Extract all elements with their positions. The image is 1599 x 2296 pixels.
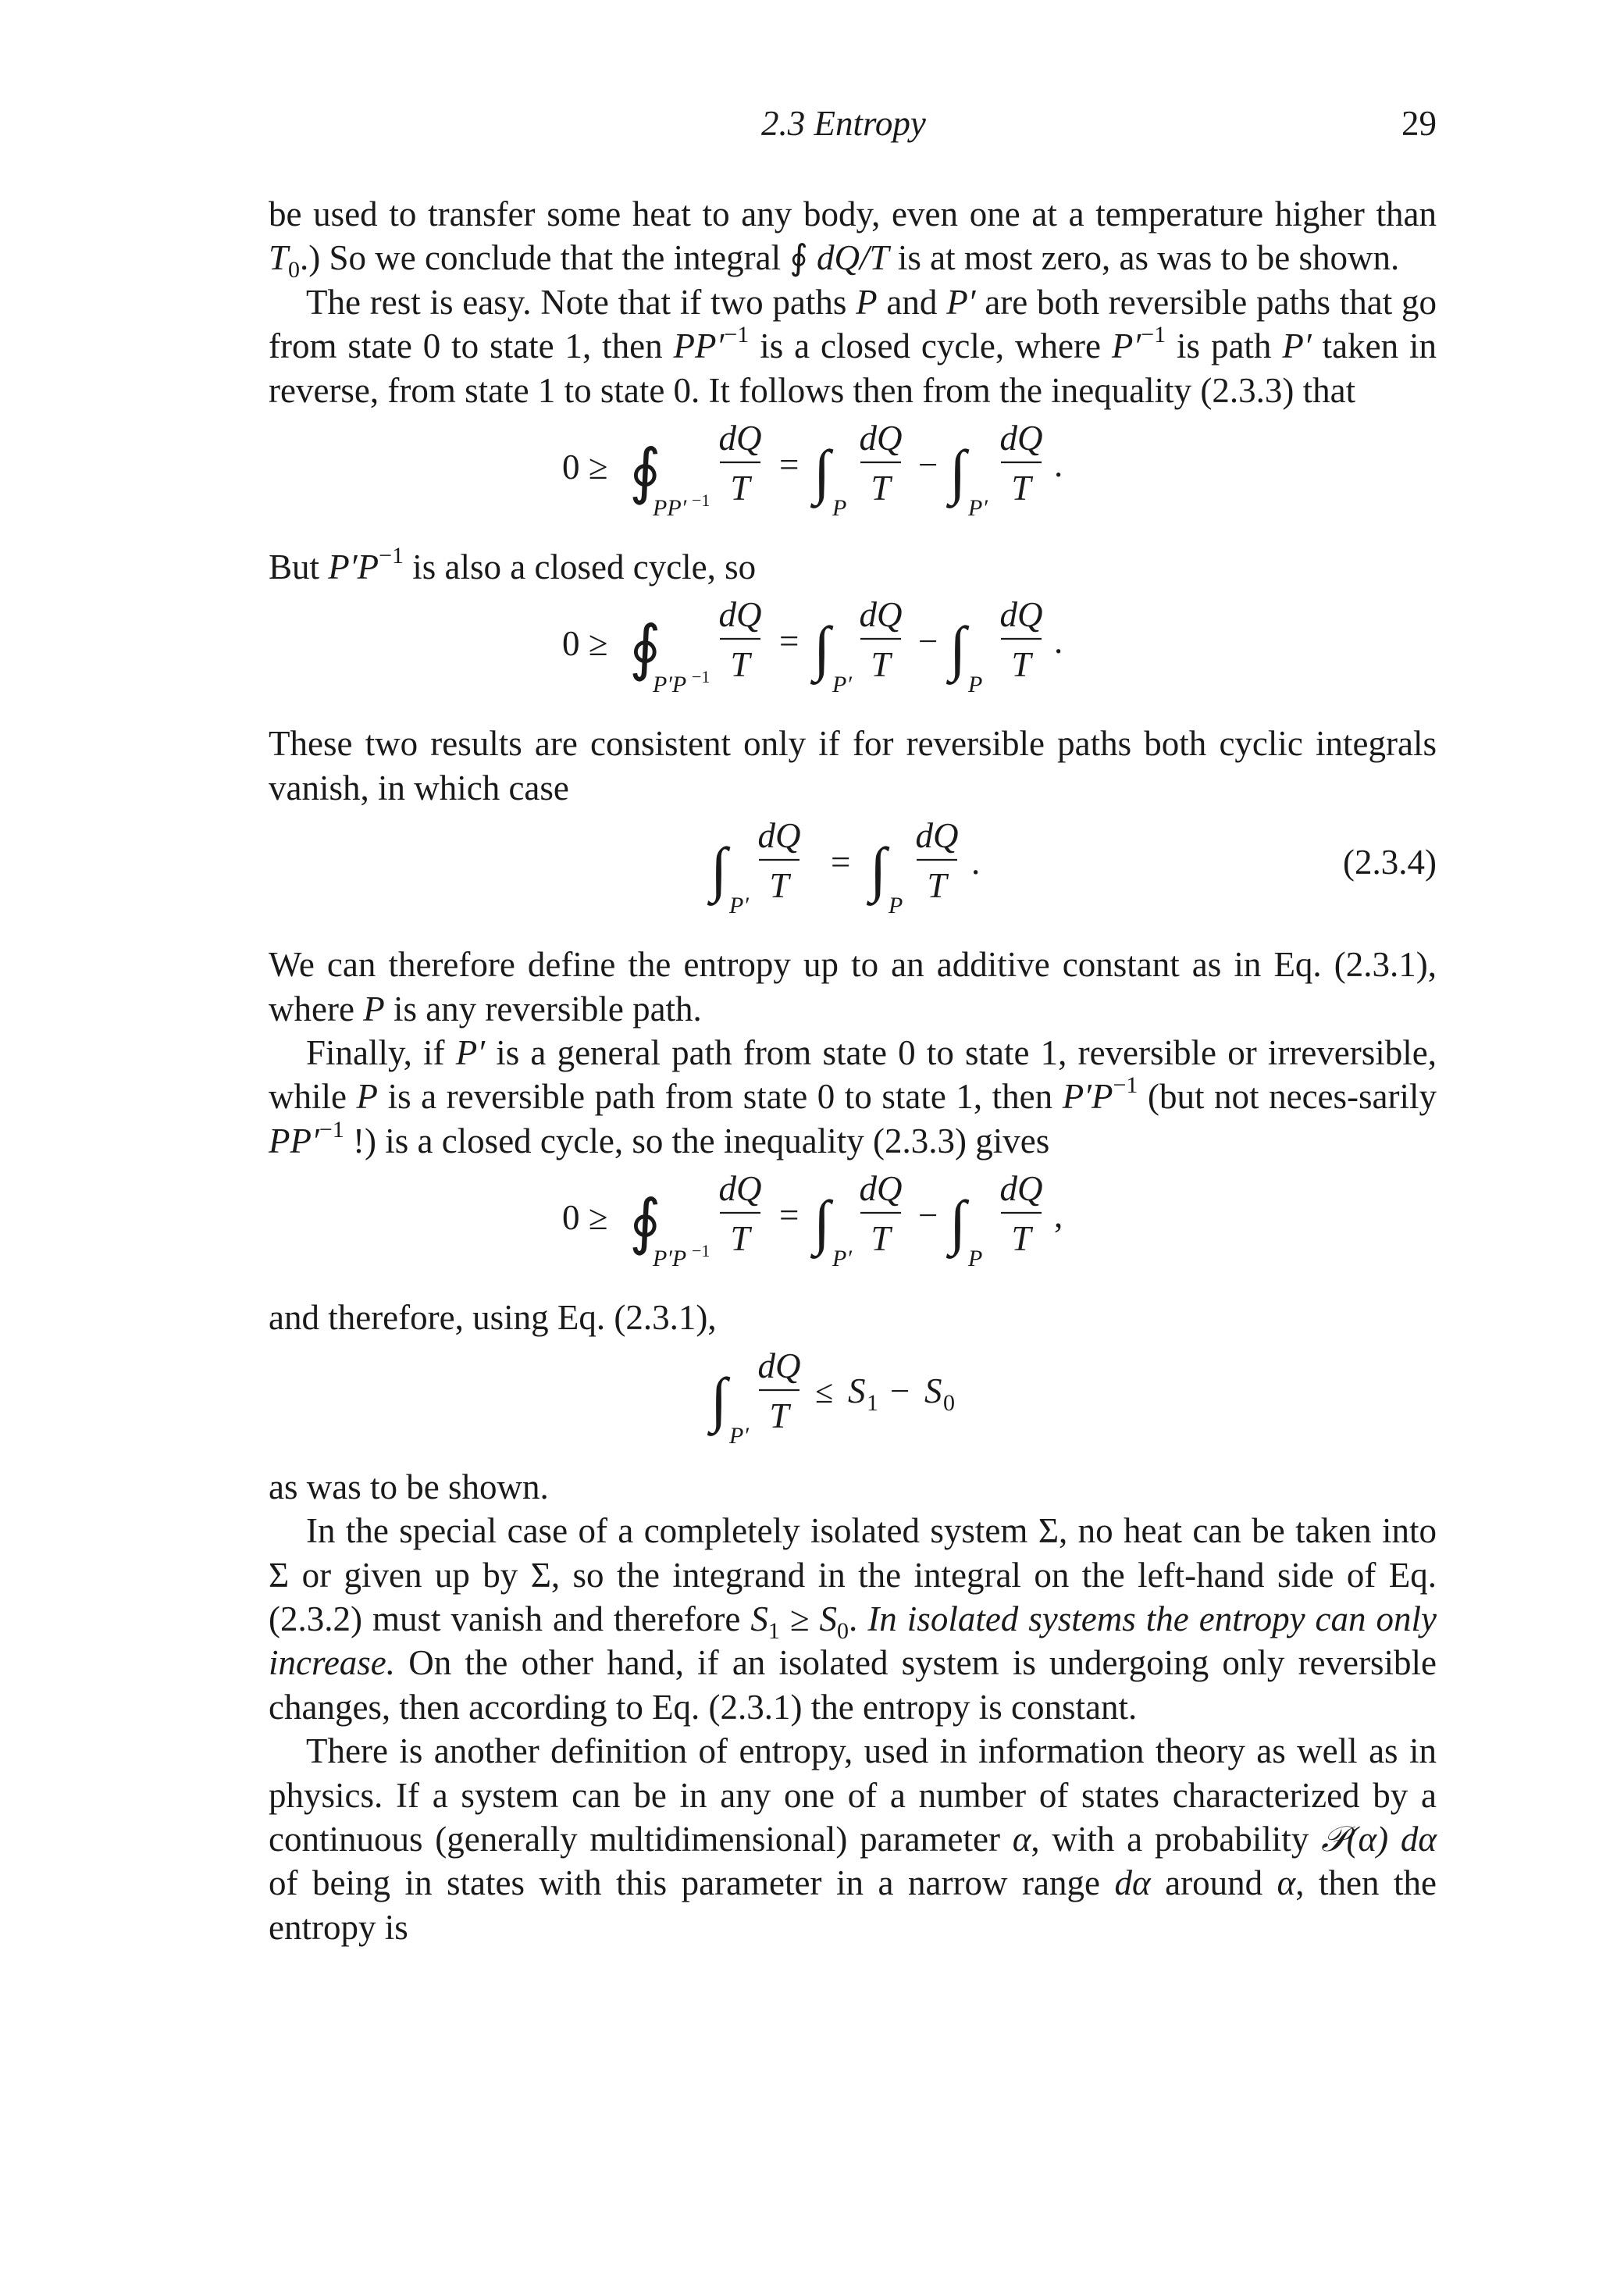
equation-cycle-3 xyxy=(269,1163,1437,1296)
eq3-frac2-num: dQ xyxy=(915,816,959,856)
eq3-sub-b: P xyxy=(889,893,903,919)
eq4-frac2-num: dQ xyxy=(859,1169,903,1209)
integral-sign: ∫ xyxy=(814,614,831,683)
eq5-sub-a: P′ xyxy=(729,1422,749,1449)
eq1-sub-b: P′ xyxy=(968,495,988,522)
integral-sign: ∫ xyxy=(949,614,967,683)
eq5-S0-sub: 0 xyxy=(943,1389,955,1416)
eq1-frac3-num: dQ xyxy=(999,419,1043,458)
equation-cycle-1 xyxy=(269,412,1437,545)
eq1-lhs: 0 ≥ xyxy=(562,447,608,487)
contour-integral-sign: ∮ xyxy=(629,614,661,683)
eq3-frac2-den: T xyxy=(927,866,947,906)
eq5-frac-den: T xyxy=(769,1396,789,1435)
eq1-cycle-sup: −1 xyxy=(692,490,710,511)
paragraph-2: The rest is easy. Note that if two paths P and P′ are both reversible paths that go from state 0 to state 1, then $PP'^{-1}$ is a closed cycle, where $P'^{-1}$ is path P′ taken in reverse, from state 1 to state 0. It follows then from the inequality (2.3.3) that xyxy=(269,282,1437,410)
equation-number: (2.3.4) xyxy=(1343,843,1437,882)
eq4-lhs: 0 ≥ xyxy=(562,1198,608,1238)
eq4-frac2-den: T xyxy=(871,1219,891,1259)
contour-integral-sign: ∮ xyxy=(629,437,661,506)
eq2-cycle-sub: P′P xyxy=(653,672,687,698)
integral-sign: ∫ xyxy=(814,1188,831,1257)
eq3-equals: = xyxy=(831,843,851,882)
eq5-S0: S xyxy=(924,1371,942,1410)
eq2-frac3-num: dQ xyxy=(999,595,1043,635)
eq5-le: ≤ xyxy=(815,1374,834,1410)
eq5-minus: − xyxy=(890,1371,910,1410)
eq1-period: . xyxy=(1054,445,1063,485)
paragraph-7: and therefore, using Eq. (2.3.1), xyxy=(269,1298,717,1338)
eq2-minus: − xyxy=(918,622,938,661)
equation-entropy-bound xyxy=(269,1340,1437,1465)
eq2-cycle-sup: −1 xyxy=(692,667,710,687)
eq1-frac3-den: T xyxy=(1011,469,1031,508)
eq2-frac2-den: T xyxy=(871,645,891,685)
eq2-frac1-num: dQ xyxy=(718,595,762,635)
section-title: 2.3 Entropy xyxy=(761,104,926,143)
eq4-sub-a: P′ xyxy=(832,1246,852,1272)
integral-sign: ∫ xyxy=(710,835,728,904)
eq1-minus: − xyxy=(918,445,938,485)
eq4-frac1-den: T xyxy=(730,1219,750,1259)
paragraph-6: Finally, if P′ is a general path from state 0 to state 1, reversible or irreversible, while P is a reversible path from state 0 to state 1, then $P'P^{-1}$ (but not neces-sarily $PP'^{-1}$ !) is a closed cycle, so the inequality (2.3.3) gives xyxy=(269,1033,1437,1160)
equation-2-3-4 xyxy=(269,810,1437,943)
integral-sign: ∫ xyxy=(814,437,831,506)
eq4-frac1-num: dQ xyxy=(718,1169,762,1209)
integral-sign: ∫ xyxy=(949,437,967,506)
integral-sign: ∫ xyxy=(949,1188,967,1257)
eq2-equals: = xyxy=(779,622,800,661)
eq2-frac1-den: T xyxy=(730,645,750,685)
eq4-minus: − xyxy=(918,1196,938,1235)
paragraph-10: There is another definition of entropy, used in information theory as well as in physics. If a system can be in any one of a number of states characterized by a continuous (generally multidimensional) parameter α, with a probability 𝒫(α) dα of being in states with this parameter in a narrow range dα around α, then the entropy is xyxy=(269,1731,1437,1947)
contour-integral-sign: ∮ xyxy=(629,1188,661,1257)
paragraph-5: We can therefore define the entropy up to an additive constant as in Eq. (2.3.1), where P is any reversible path. xyxy=(269,945,1437,1029)
eq3-sub-a: P′ xyxy=(729,893,749,919)
eq5-S1-sub: 1 xyxy=(867,1389,878,1416)
eq2-frac3-den: T xyxy=(1011,645,1031,685)
eq5-frac-num: dQ xyxy=(757,1346,801,1385)
eq1-frac2-num: dQ xyxy=(859,419,903,458)
eq3-period: . xyxy=(971,843,981,882)
eq4-cycle-sup: −1 xyxy=(692,1241,710,1261)
page-number: 29 xyxy=(1401,104,1437,143)
eq4-equals: = xyxy=(779,1196,800,1235)
eq4-comma: , xyxy=(1054,1196,1063,1235)
emphasis-isolated-entropy: In isolated systems the entropy can only increase. xyxy=(269,1599,1437,1683)
eq3-frac1-den: T xyxy=(769,866,789,906)
paragraph-3: But $P'P^{-1}$ is also a closed cycle, so xyxy=(269,543,757,587)
paragraph-9: In the special case of a completely isolated system Σ, no heat can be taken into Σ or given up by Σ, so the integrand in the integral on the left-hand side of Eq. (2.3.2) must vanish and therefore $S_1 \ge S_0$. In isolated systems the entropy can only increase. On the other hand, if an isolated system is undergoing only reversible changes, then according to Eq. (2.3.1) the entropy is constant. xyxy=(269,1511,1437,1727)
eq4-cycle-sub: P′P xyxy=(653,1246,687,1272)
eq1-frac2-den: T xyxy=(871,469,891,508)
body-text xyxy=(269,192,1437,1949)
paragraph-1: be used to transfer some heat to any body, even one at a temperature higher than $T_0$.) So we conclude that the integral ∮ dQ/T is at most zero, as was to be shown. xyxy=(269,194,1437,283)
eq4-frac3-num: dQ xyxy=(999,1169,1043,1209)
eq1-frac1-num: dQ xyxy=(718,419,762,458)
eq2-period: . xyxy=(1054,622,1063,661)
equation-cycle-2 xyxy=(269,589,1437,722)
eq3-frac1-num: dQ xyxy=(757,816,801,856)
eq1-cycle-sub: PP′ xyxy=(653,495,687,522)
eq4-sub-b: P xyxy=(968,1246,983,1272)
paragraph-4: These two results are consistent only if for reversible paths both cyclic integrals vanish, in which case xyxy=(269,724,1437,808)
eq2-frac2-num: dQ xyxy=(859,595,903,635)
eq1-sub-a: P xyxy=(832,495,847,522)
eq2-sub-b: P xyxy=(968,672,983,698)
eq4-frac3-den: T xyxy=(1011,1219,1031,1259)
eq1-frac1-den: T xyxy=(730,469,750,508)
eq1-equals: = xyxy=(779,445,800,485)
eq2-sub-a: P′ xyxy=(832,672,852,698)
eq2-lhs: 0 ≥ xyxy=(562,624,608,664)
integral-sign: ∫ xyxy=(710,1364,728,1433)
integral-sign: ∫ xyxy=(870,835,887,904)
eq5-S1: S xyxy=(848,1371,866,1410)
paragraph-8: as was to be shown. xyxy=(269,1467,549,1506)
